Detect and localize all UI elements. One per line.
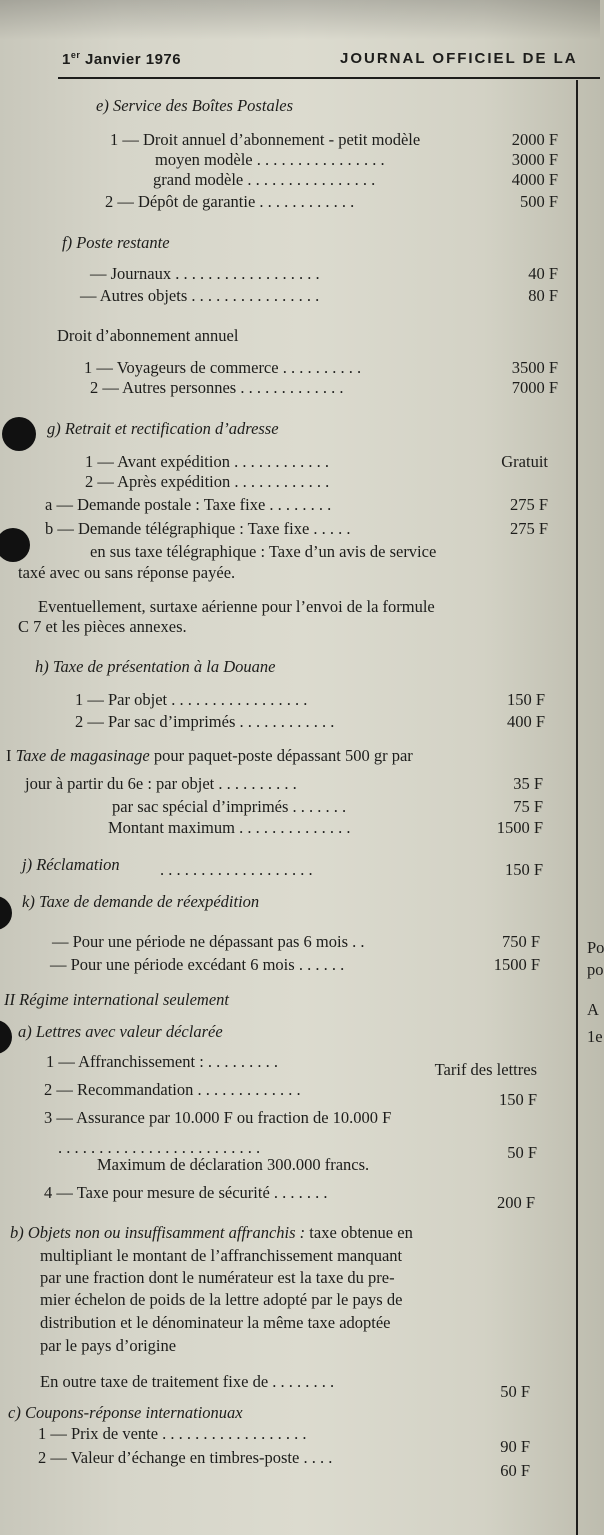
section-ii-title: II Régime international seulement <box>4 990 229 1009</box>
f-subtitle: Droit d’abonnement annuel <box>57 326 239 345</box>
h-line-2: 2 — Par sac d’imprimés . . . . . . . . . . . . <box>75 712 335 731</box>
punch-hole <box>2 417 36 451</box>
page-shadow <box>0 0 600 40</box>
ii-b-line-5: distribution et le dénominateur la même taxe adoptée <box>40 1313 391 1332</box>
section-f-title: f) Poste restante <box>62 233 170 252</box>
ii-a-line-2-amount: 150 F <box>498 1090 537 1109</box>
section-j-title: j) Réclamation <box>22 855 120 874</box>
g-line-8: C 7 et les pièces annexes. <box>18 617 187 636</box>
g-line-6: taxé avec ou sans réponse payée. <box>18 563 236 582</box>
f-line-4: 2 — Autres personnes . . . . . . . . . . . . . <box>90 378 344 397</box>
g-line-2: 2 — Après expédition . . . . . . . . . . . . <box>85 472 330 491</box>
ii-a-title: a) Lettres avec valeur déclarée <box>18 1022 223 1041</box>
section-h-title: h) Taxe de présentation à la Douane <box>35 657 276 676</box>
ii-a-line-3: 3 — Assurance par 10.000 F ou fraction de 10.000 F <box>44 1108 392 1127</box>
ii-b-line-4: mier échelon de poids de la lettre adopté par le pays de <box>40 1290 403 1309</box>
k-line-1: — Pour une période ne dépassant pas 6 mois . . <box>52 932 365 951</box>
i-line-4: Montant maximum . . . . . . . . . . . . . . <box>108 818 351 837</box>
margin-fragment-3: A <box>587 1000 599 1019</box>
ii-b-line-6: par le pays d’origine <box>40 1336 177 1355</box>
e-line-3-amount: 4000 F <box>511 170 558 189</box>
ii-c-line-2-amount: 60 F <box>500 1461 530 1480</box>
j-leader-dots: . . . . . . . . . . . . . . . . . . . <box>160 860 313 879</box>
i-line-3: par sac spécial d’imprimés . . . . . . . <box>112 797 347 816</box>
g-line-7: Eventuellement, surtaxe aérienne pour l’envoi de la formule <box>38 597 435 616</box>
k-line-2-amount: 1500 F <box>493 955 540 974</box>
punch-hole <box>0 1020 12 1054</box>
margin-fragment-4: 1e <box>587 1027 603 1046</box>
section-g-title: g) Retrait et rectification d’adresse <box>47 419 279 438</box>
f-line-2: — Autres objets . . . . . . . . . . . . . . . . <box>80 286 320 305</box>
f-line-1-amount: 40 F <box>528 264 558 283</box>
punch-hole <box>0 528 30 562</box>
header-journal-title: JOURNAL OFFICIEL DE LA <box>340 50 578 67</box>
f-line-3-amount: 3500 F <box>511 358 558 377</box>
punch-hole <box>0 896 12 930</box>
ii-a-line-1: 1 — Affranchissement : . . . . . . . . . <box>46 1052 279 1071</box>
ii-a-line-4: 4 — Taxe pour mesure de sécurité . . . . . . . <box>44 1183 328 1202</box>
k-line-1-amount: 750 F <box>501 932 540 951</box>
i-line-2-amount: 35 F <box>513 774 543 793</box>
e-line-2: moyen modèle . . . . . . . . . . . . . . . . <box>155 150 385 169</box>
k-line-2: — Pour une période excédant 6 mois . . . . . . <box>50 955 345 974</box>
ii-c-line-2: 2 — Valeur d’échange en timbres-poste . . . . <box>38 1448 333 1467</box>
ii-b-line-1: b) Objets non ou insuffisamment affranchis : taxe obtenue en <box>10 1223 413 1242</box>
e-line-2-amount: 3000 F <box>511 150 558 169</box>
ii-c-title: c) Coupons-réponse internationuax <box>8 1403 243 1422</box>
i-line-1: I Taxe de magasinage pour paquet-poste dépassant 500 gr par <box>6 746 413 765</box>
ii-c-line-1: 1 — Prix de vente . . . . . . . . . . . . . . . . . . <box>38 1424 307 1443</box>
header-date: 1er Janvier 1976 <box>62 50 182 68</box>
h-line-1-amount: 150 F <box>506 690 545 709</box>
e-line-3: grand modèle . . . . . . . . . . . . . . . . <box>153 170 376 189</box>
i-line-2: jour à partir du 6e : par objet . . . . . . . . . . <box>25 774 297 793</box>
ii-a-line-3-dots: . . . . . . . . . . . . . . . . . . . . . . . . . <box>58 1138 261 1157</box>
f-line-3: 1 — Voyageurs de commerce . . . . . . . . . . <box>84 358 362 377</box>
e-line-4: 2 — Dépôt de garantie . . . . . . . . . . . . <box>105 192 355 211</box>
f-line-4-amount: 7000 F <box>511 378 558 397</box>
e-line-1: 1 — Droit annuel d’abonnement - petit modèle <box>110 130 421 149</box>
g-line-4-amount: 275 F <box>509 519 548 538</box>
ii-a-line-2: 2 — Recommandation . . . . . . . . . . . . . <box>44 1080 301 1099</box>
i-line-4-amount: 1500 F <box>496 818 543 837</box>
ii-b-line-2: multipliant le montant de l’affranchissement manquant <box>40 1246 403 1265</box>
ii-b-line-7: En outre taxe de traitement fixe de . . . . . . . . <box>40 1372 335 1391</box>
column-rule <box>576 80 578 1535</box>
section-k-title: k) Taxe de demande de réexpédition <box>22 892 260 911</box>
h-line-2-amount: 400 F <box>506 712 545 731</box>
ii-c-line-1-amount: 90 F <box>500 1437 530 1456</box>
e-line-1-amount: 2000 F <box>511 130 558 149</box>
g-line-1-amount: Gratuit <box>501 452 548 471</box>
margin-fragment-1: Po <box>587 938 604 957</box>
ii-a-line-3-max: Maximum de déclaration 300.000 francs. <box>97 1155 370 1174</box>
f-line-1: — Journaux . . . . . . . . . . . . . . . . . . <box>90 264 320 283</box>
ii-a-line-1-amount: Tarif des lettres <box>434 1060 537 1079</box>
ii-a-line-4-amount: 200 F <box>496 1193 535 1212</box>
e-line-4-amount: 500 F <box>519 192 558 211</box>
g-line-5: en sus taxe télégraphique : Taxe d’un avis de service <box>90 542 437 561</box>
ii-b-line-7-amount: 50 F <box>500 1382 530 1401</box>
header-rule <box>58 77 600 79</box>
j-amount: 150 F <box>504 860 543 879</box>
f-line-2-amount: 80 F <box>528 286 558 305</box>
h-line-1: 1 — Par objet . . . . . . . . . . . . . . . . . <box>75 690 308 709</box>
g-line-4: b — Demande télégraphique : Taxe fixe . . . . . <box>45 519 351 538</box>
margin-fragment-2: po <box>587 960 604 979</box>
section-e-title: e) Service des Boîtes Postales <box>96 96 294 115</box>
g-line-1: 1 — Avant expédition . . . . . . . . . . . . <box>85 452 329 471</box>
ii-a-line-3-amount: 50 F <box>507 1143 537 1162</box>
g-line-3: a — Demande postale : Taxe fixe . . . . . . . . <box>45 495 332 514</box>
i-line-3-amount: 75 F <box>513 797 543 816</box>
ii-b-line-3: par une fraction dont le numérateur est la taxe du pre- <box>40 1268 395 1287</box>
g-line-3-amount: 275 F <box>509 495 548 514</box>
